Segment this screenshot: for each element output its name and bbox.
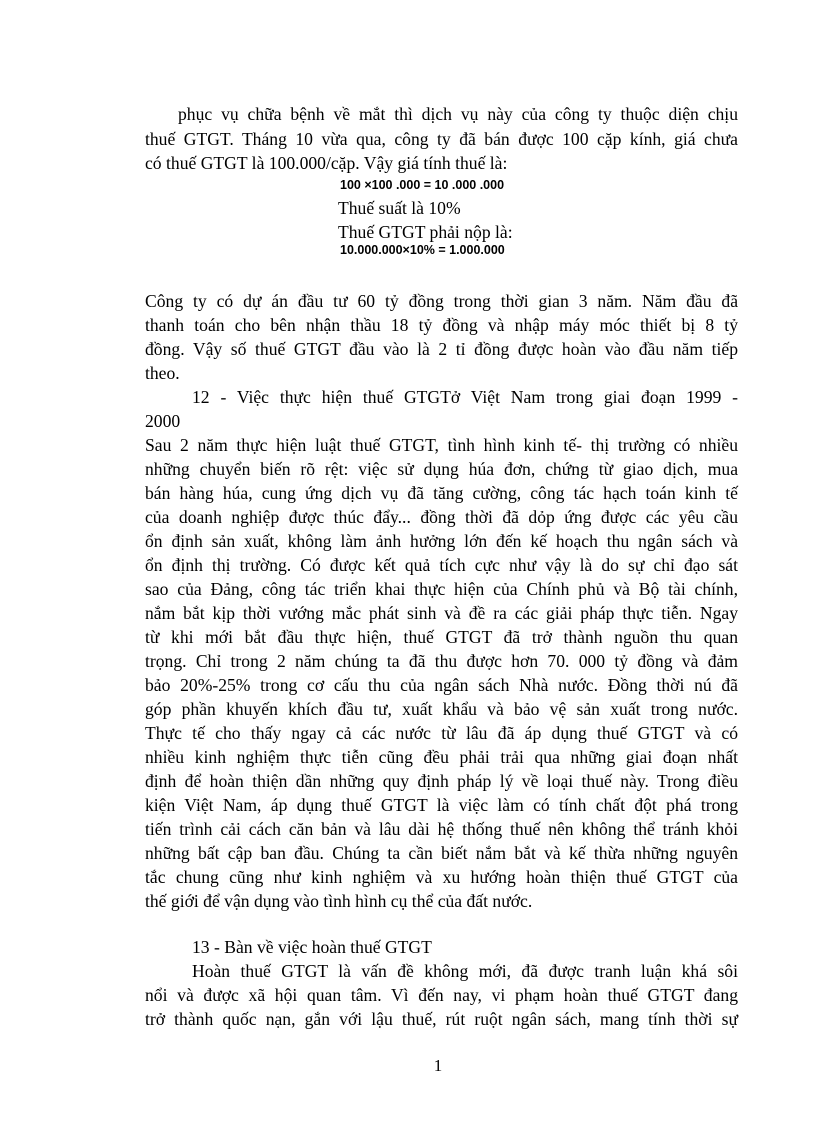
paragraph-line: những bất cập ban đầu. Chúng ta cần biết nắm bắt và kế thừa những nguyên	[145, 843, 738, 863]
tax-rate-line: Thuế suất là 10%	[338, 198, 461, 218]
section-heading-12: 12 - Việc thực hiện thuế GTGTở Việt Nam trong giai đoạn 1999 -	[192, 387, 738, 407]
paragraph-line: đồng. Vậy số thuế GTGT đầu vào là 2 tỉ đồng được hoàn vào đầu năm tiếp	[145, 339, 738, 359]
paragraph-line: trở thành quốc nạn, gắn với lậu thuế, rút ruột ngân sách, mang tính thời sự	[145, 1009, 738, 1029]
paragraph-line: bán hàng húa, cung ứng dịch vụ đã tăng cường, công tác hạch toán kinh tế	[145, 483, 738, 503]
paragraph-line: thanh toán cho bên nhận thầu 18 tỷ đồng và nhập máy móc thiết bị 8 tỷ	[145, 315, 738, 335]
paragraph-line: nắm bắt kịp thời vướng mắc phát sinh và đề ra các giải pháp thực tiễn. Ngay	[145, 603, 738, 623]
paragraph-line: Hoàn thuế GTGT là vấn đề không mới, đã được tranh luận khá sôi	[192, 961, 738, 981]
price-formula: 100 ×100 .000 = 10 .000 .000	[340, 178, 505, 192]
paragraph-line: trọng. Chỉ trong 2 năm chúng ta đã thu được hơn 70. 000 tỷ đồng và đảm	[145, 651, 738, 671]
paragraph-line: kiện Việt Nam, áp dụng thuế GTGT là việc làm có tính chất đột phá trong	[145, 795, 738, 815]
paragraph-line: ổn định sản xuất, không làm ảnh hưởng lớn đến kế hoạch thu ngân sách và	[145, 531, 738, 551]
paragraph-line: từ khi mới bắt đầu thực hiện, thuế GTGT đã trở thành nguồn thu quan	[145, 627, 738, 647]
paragraph-line: thuế GTGT. Tháng 10 vừa qua, công ty đã bán được 100 cặp kính, giá chưa	[145, 129, 738, 149]
paragraph-line: bảo 20%-25% trong cơ cấu thu của ngân sách Nhà nước. Đồng thời nú đã	[145, 675, 738, 695]
paragraph-line: của doanh nghiệp được thúc đẩy... đồng thời đã dỏp ứng được các yêu cầu	[145, 507, 738, 527]
paragraph-line: tắc chung cũng như kinh nghiệm và xu hướng hoàn thiện thuế GTGT của	[145, 867, 738, 887]
paragraph-line: thế giới để vận dụng vào tình hình cụ thể của đất nước.	[145, 891, 533, 911]
paragraph-line: phục vụ chữa bệnh về mắt thì dịch vụ này của công ty thuộc diện chịu	[178, 104, 738, 124]
paragraph-line: sao của Đảng, công tác triển khai thực hiện của Chính phủ và Bộ tài chính,	[145, 579, 738, 599]
paragraph-line: góp phần khuyến khích đầu tư, xuất khẩu và bảo vệ sản xuất trong nước.	[145, 699, 738, 719]
tax-payable-line: Thuế GTGT phải nộp là:	[338, 222, 513, 242]
paragraph-line: nổi và được xã hội quan tâm. Vì đến nay, vi phạm hoàn thuế GTGT đang	[145, 985, 738, 1005]
paragraph-line: định để hoàn thiện dần những quy định pháp lý về loại thuế này. Trong điều	[145, 771, 738, 791]
paragraph-line: nhiều kinh nghiệm thực tiễn cũng đều phải trải qua những giai đoạn nhất	[145, 747, 738, 767]
tax-formula: 10.000.000×10% = 1.000.000	[340, 243, 505, 257]
section-heading-13: 13 - Bàn về việc hoàn thuế GTGT	[192, 937, 432, 957]
paragraph-line: Công ty có dự án đầu tư 60 tỷ đồng trong thời gian 3 năm. Năm đầu đã	[145, 291, 738, 311]
paragraph-line: ổn định thị trường. Có được kết quả tích cực như vậy là do sự chỉ đạo sát	[145, 555, 738, 575]
page-number: 1	[433, 1056, 443, 1075]
paragraph-line: những chuyển biến rõ rệt: việc sử dụng húa đơn, chứng từ giao dịch, mua	[145, 459, 738, 479]
section-heading-12-cont: 2000	[145, 411, 181, 431]
paragraph-line: Sau 2 năm thực hiện luật thuế GTGT, tình hình kinh tế- thị trường có nhiều	[145, 435, 738, 455]
paragraph-line: theo.	[145, 363, 180, 383]
paragraph-line: tiến trình cải cách căn bản và lâu dài hệ thống thuế nên không thể tránh khỏi	[145, 819, 738, 839]
paragraph-line: Thực tế cho thấy ngay cả các nước từ lâu đã áp dụng thuế GTGT và có	[145, 723, 738, 743]
paragraph-line: có thuế GTGT là 100.000/cặp. Vậy giá tính thuế là:	[145, 153, 508, 173]
